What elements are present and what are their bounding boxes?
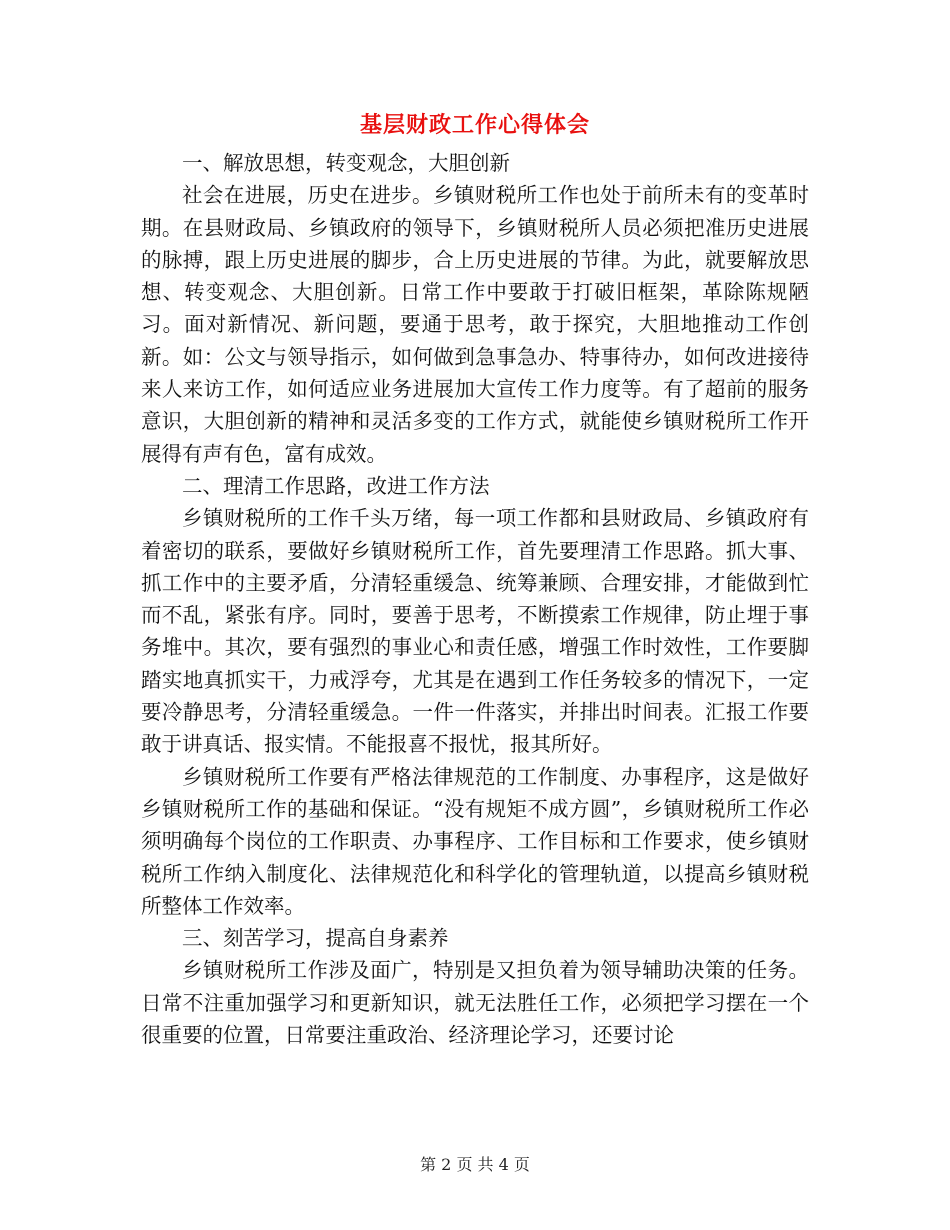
section-heading-1: 一、解放思想，转变观念，大胆创新 <box>182 151 510 175</box>
section-heading-2: 二、理清工作思路，改进工作方法 <box>182 473 490 498</box>
paragraph-3: 乡镇财税所工作要有严格法律规范的工作制度、办事程序，这是做好乡镇财税所工作的基础和保证。“没有规矩不成方圆”，乡镇财税所工作必须明确每个岗位的工作职责、办事程序、工作目标和工作要求，使乡镇财税所工作纳入制度化、法律规范化和科学化的管理轨道，以提高乡镇财税所整体工作效率。 <box>141 764 809 918</box>
paragraph-4: 乡镇财税所工作涉及面广，特别是又担负着为领导辅助决策的任务。日常不注重加强学习和更新知识，就无法胜任工作，必须把学习摆在一个很重要的位置，日常要注重政治、经济理论学习，还要讨论 <box>141 958 809 1048</box>
page-footer: 第 2 页 共 4 页 <box>420 1155 530 1174</box>
paragraph-1: 社会在进展，历史在进步。乡镇财税所工作也处于前所未有的变革时期。在县财政局、乡镇政府的领导下，乡镇财税所人员必须把准历史进展的脉搏，跟上历史进展的脚步，合上历史进展的节律。为此，就要解放思想、转变观念、大胆创新。日常工作中要敢于打破旧框架，革除陈规陋习。面对新情况、新问题，要通于思考，敢于探究，大胆地推动工作创新。如：公文与领导指示，如何做到急事急办、特事待办，如何改进接待来人来访工作，如何适应业务进展加大宣传工作力度等。有了超前的服务意识，大胆创新的精神和灵活多变的工作方式，就能使乡镇财税所工作开展得有声有色，富有成效。 <box>141 183 809 466</box>
section-heading-3: 三、刻苦学习，提高自身素养 <box>182 926 449 951</box>
paragraph-2: 乡镇财税所的工作千头万绪，每一项工作都和县财政局、乡镇政府有着密切的联系，要做好乡镇财税所工作，首先要理清工作思路。抓大事、抓工作中的主要矛盾，分清轻重缓急、统筹兼顾、合理安排，才能做到忙而不乱，紧张有序。同时，要善于思考，不断摸索工作规律，防止埋于事务堆中。其次，要有强烈的事业心和责任感，增强工作时效性，工作要脚踏实地真抓实干，力戒浮夸，尤其是在遇到工作任务较多的情况下，一定要冷静思考，分清轻重缓急。一件一件落实，并排出时间表。汇报工作要敢于讲真话、报实情。不能报喜不报忧，报其所好。 <box>141 506 809 757</box>
document-title: 基层财政工作心得体会 <box>359 112 590 138</box>
document-body <box>141 147 809 1051</box>
